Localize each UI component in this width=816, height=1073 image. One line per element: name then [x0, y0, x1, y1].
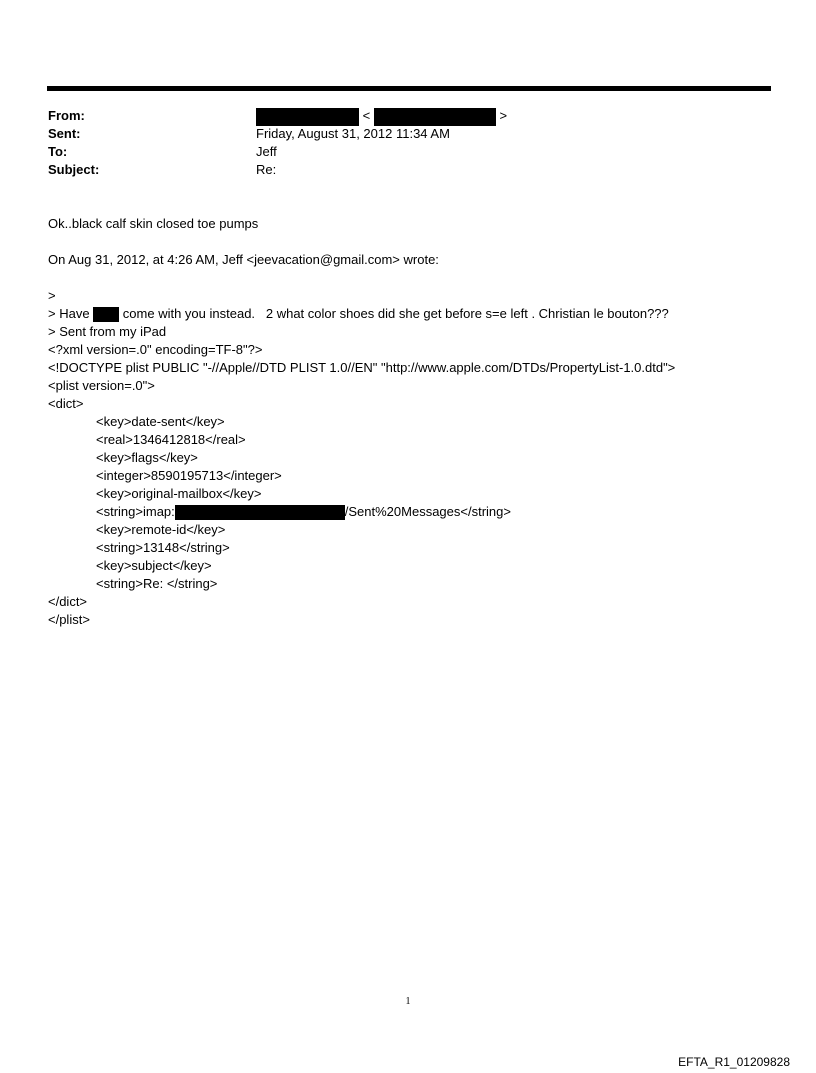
quote-have-prefix: > Have — [48, 306, 90, 321]
page-number: 1 — [405, 996, 411, 1007]
sent-value: Friday, August 31, 2012 11:34 AM — [256, 126, 450, 141]
doctype-line: <!DOCTYPE plist PUBLIC "-//Apple//DTD PLIST 1.0//EN" "http://www.apple.com/DTDs/PropertyList-1.0.dtd"> — [48, 360, 676, 375]
quote-intro: On Aug 31, 2012, at 4:26 AM, Jeff <jeevacation@gmail.com> wrote: — [48, 252, 439, 267]
plist-open: <plist version=.0"> — [48, 378, 155, 393]
from-bracket-open: < — [362, 108, 371, 123]
subject-value: Re: — [256, 162, 277, 177]
dict-line: <key>date-sent</key> — [96, 414, 225, 429]
bates-number: EFTA_R1_01209828 — [678, 1055, 790, 1069]
to-label: To: — [48, 144, 68, 159]
plist-close: </plist> — [48, 612, 90, 627]
dict-line: <key>original-mailbox</key> — [96, 486, 262, 501]
reply-text: Ok..black calf skin closed toe pumps — [48, 216, 259, 231]
imap-prefix: <string>imap: — [96, 504, 175, 519]
quote-blank: > — [48, 288, 56, 303]
dict-line: <key>flags</key> — [96, 450, 198, 465]
xml-declaration: <?xml version=.0" encoding=TF-8"?> — [48, 342, 263, 357]
redaction-box — [256, 108, 359, 126]
dict-line: <string>Re: </string> — [96, 576, 218, 591]
quote-have-line — [48, 305, 669, 323]
dict-line: <key>remote-id</key> — [96, 522, 226, 537]
imap-suffix: /Sent%20Messages</string> — [344, 504, 511, 519]
quote-sent-from: > Sent from my iPad — [48, 324, 167, 339]
redaction-box — [175, 505, 345, 520]
from-label: From: — [48, 108, 85, 123]
dict-line: <real>1346412818</real> — [96, 432, 246, 447]
dict-open: <dict> — [48, 396, 84, 411]
to-value: Jeff — [256, 144, 277, 159]
dict-close: </dict> — [48, 594, 88, 609]
from-bracket-close: > — [499, 108, 508, 123]
sent-label: Sent: — [48, 126, 81, 141]
from-value — [256, 107, 507, 126]
dict-line: <integer>8590195713</integer> — [96, 468, 282, 483]
subject-label: Subject: — [48, 162, 100, 177]
imap-line — [48, 503, 511, 521]
dict-line: <string>13148</string> — [96, 540, 230, 555]
quote-have-suffix: come with you instead. 2 what color shoes did she get before s=e left . Christian le bouton??? — [119, 306, 669, 321]
redaction-box — [93, 307, 119, 322]
redaction-box — [374, 108, 496, 126]
dict-line: <key>subject</key> — [96, 558, 212, 573]
header-rule — [47, 86, 771, 91]
